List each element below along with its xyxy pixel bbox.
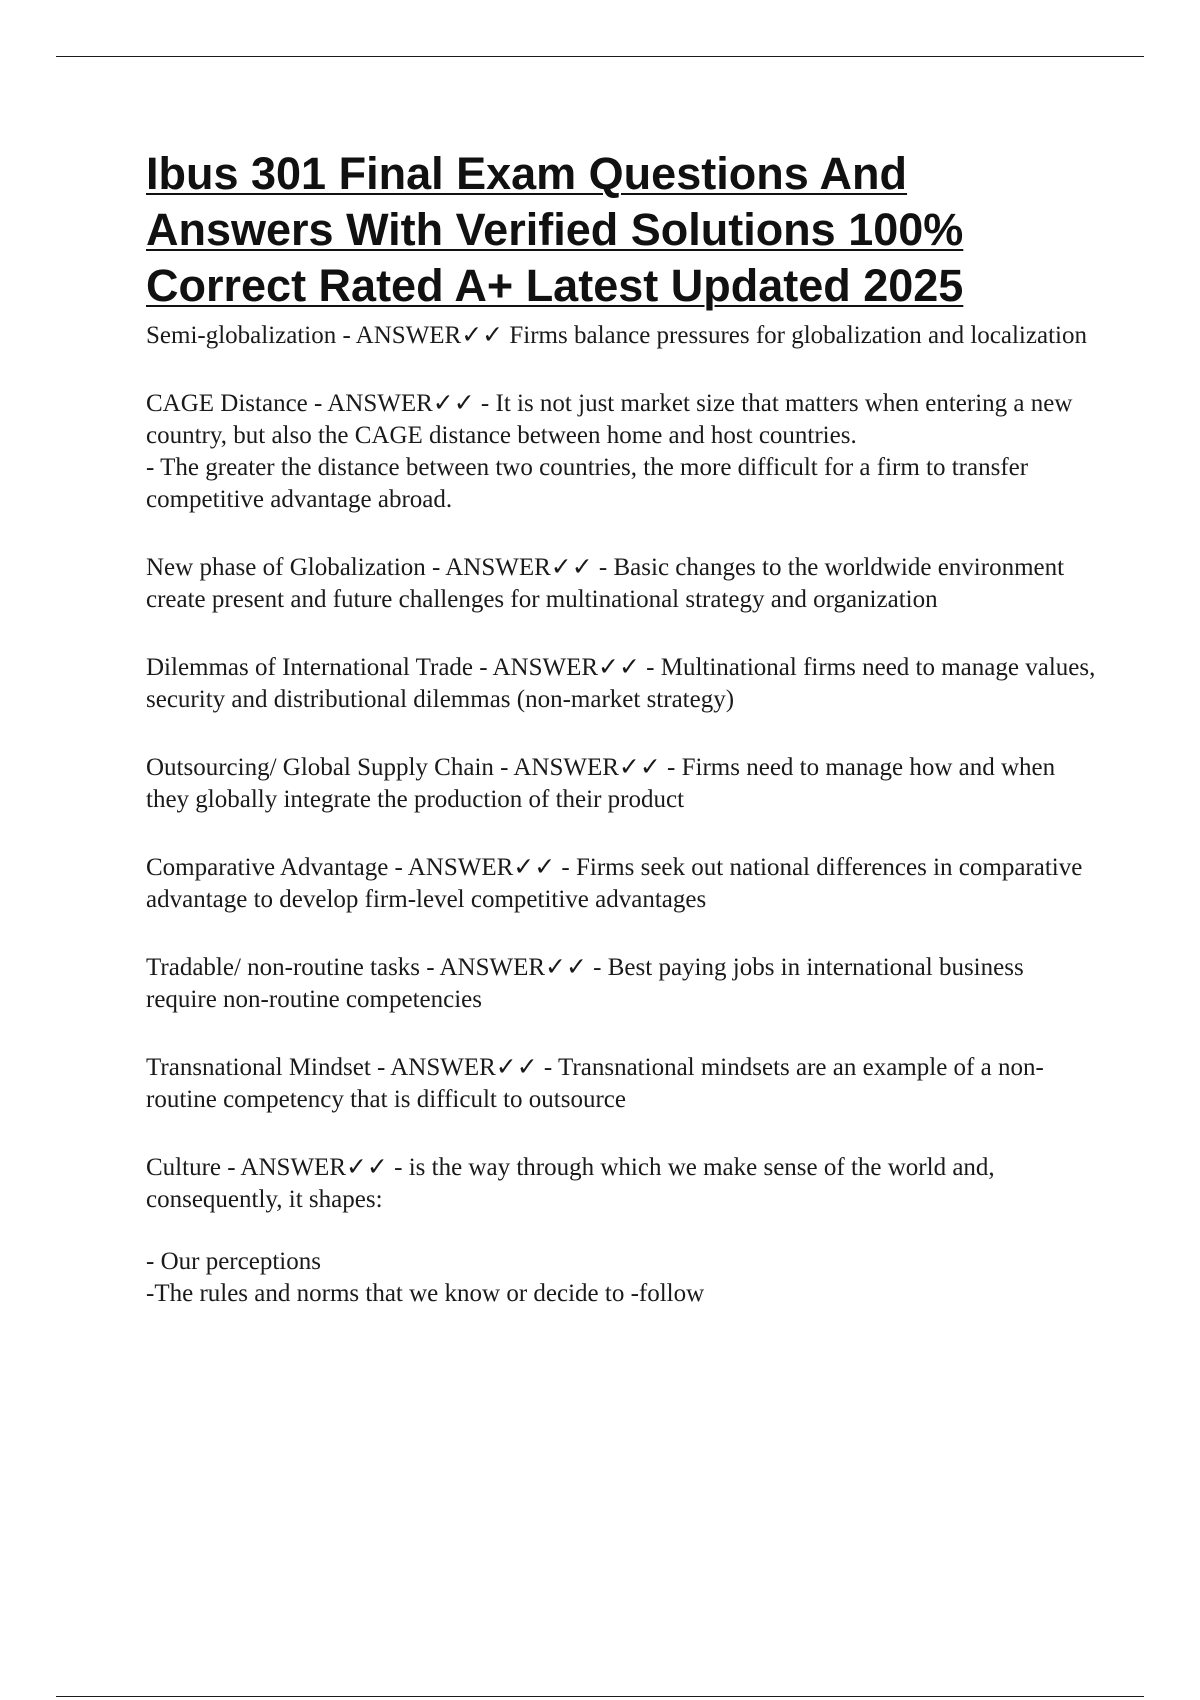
entry-tradable-non-routine-tasks <box>146 952 1096 1016</box>
entry-text: Outsourcing/ Global Supply Chain - ANSWER✓✓ - Firms need to manage how and when they globally integrate the production of their product <box>146 754 1056 813</box>
entry-text: CAGE Distance - ANSWER✓✓ - It is not just market size that matters when entering a new country, but also the CAGE distance between home and host countries. <box>146 390 1073 449</box>
entry-semi-globalization <box>146 320 1096 352</box>
top-rule <box>56 56 1144 57</box>
entry-text-continued: - The greater the distance between two countries, the more difficult for a firm to transfer competitive advantage abroad. <box>146 454 1029 513</box>
entry-new-phase-of-globalization <box>146 552 1096 616</box>
entry-culture <box>146 1152 1096 1310</box>
entry-text: Tradable/ non-routine tasks - ANSWER✓✓ - Best paying jobs in international business require non-routine competencies <box>146 954 1024 1013</box>
entry-text: Dilemmas of International Trade - ANSWER✓✓ - Multinational firms need to manage values, security and distributional dilemmas (non-market strategy) <box>146 654 1096 713</box>
paragraph-gap <box>146 1216 1096 1246</box>
entry-outsourcing-global-supply-chain <box>146 752 1096 816</box>
document-body <box>146 146 1096 1346</box>
document-title: Ibus 301 Final Exam Questions And Answers With Verified Solutions 100% Correct Rated A+ Latest Updated 2025 <box>146 148 964 311</box>
entry-cage-distance <box>146 388 1096 516</box>
entry-text: Culture - ANSWER✓✓ - is the way through which we make sense of the world and, consequently, it shapes: <box>146 1154 995 1213</box>
entry-text: Transnational Mindset - ANSWER✓✓ - Transnational mindsets are an example of a non-routine competency that is difficult to outsource <box>146 1054 1044 1113</box>
entry-text: New phase of Globalization - ANSWER✓✓ - Basic changes to the worldwide environment create present and future challenges for multinational strategy and organization <box>146 554 1065 613</box>
entry-text: Comparative Advantage - ANSWER✓✓ - Firms seek out national differences in comparative advantage to develop firm-level competitive advantages <box>146 854 1083 913</box>
entry-comparative-advantage <box>146 852 1096 916</box>
entry-dilemmas-of-international-trade <box>146 652 1096 716</box>
entry-text-bullet: - Our perceptions <box>146 1248 321 1275</box>
entry-text-bullet: -The rules and norms that we know or decide to -follow <box>146 1280 705 1307</box>
entry-transnational-mindset <box>146 1052 1096 1116</box>
entry-text: Semi-globalization - ANSWER✓✓ Firms balance pressures for globalization and localization <box>146 322 1087 349</box>
bottom-rule <box>56 1696 1144 1697</box>
